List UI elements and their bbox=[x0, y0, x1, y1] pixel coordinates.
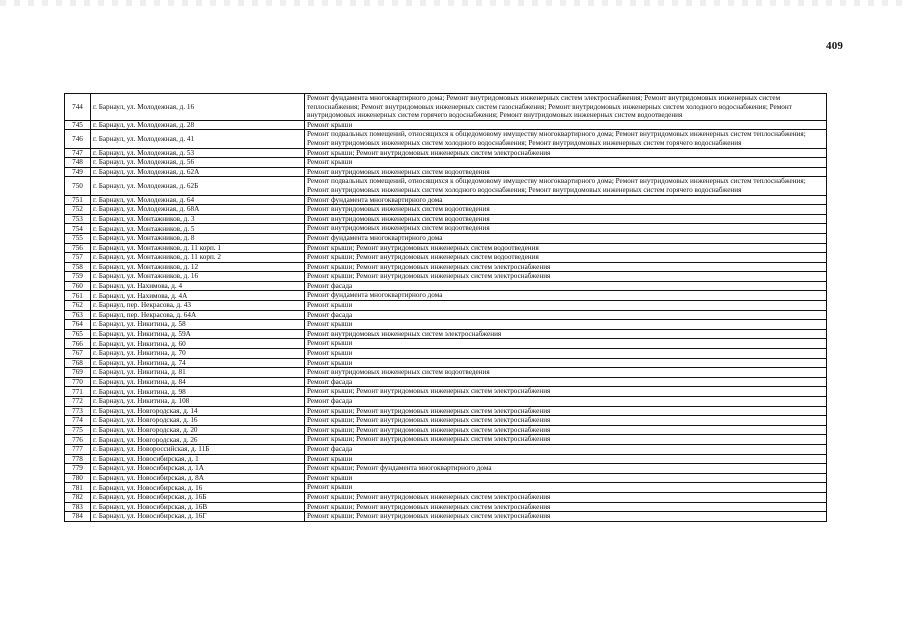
works-cell: Ремонт внутридомовых инженерных систем электроснабжения bbox=[305, 329, 827, 339]
address-cell: г. Барнаул, ул. Никитина, д. 84 bbox=[91, 377, 305, 387]
works-cell: Ремонт крыши; Ремонт внутридомовых инженерных систем электроснабжения bbox=[305, 425, 827, 435]
address-cell: г. Барнаул, ул. Новосибирская, д. 1 bbox=[91, 454, 305, 464]
works-cell: Ремонт фундамента многоквартирного дома bbox=[305, 291, 827, 301]
works-cell: Ремонт внутридомовых инженерных систем водоотведения bbox=[305, 368, 827, 378]
row-number: 781 bbox=[65, 483, 91, 493]
works-cell: Ремонт фасада bbox=[305, 377, 827, 387]
address-cell: г. Барнаул, ул. Молодежная, д. 62Б bbox=[91, 177, 305, 195]
row-number: 760 bbox=[65, 281, 91, 291]
row-number: 770 bbox=[65, 377, 91, 387]
works-cell: Ремонт подвальных помещений, относящихся к общедомовому имуществу многоквартирного дома; Ремонт внутридомовых инженерных систем теплоснабжения; Ремонт внутридомовых инженерных систем холодного водоснабжения; Ремонт внутридомовых инженерных систем горячего водоснабжения bbox=[305, 130, 827, 148]
table-row bbox=[65, 512, 827, 522]
table-row bbox=[65, 195, 827, 205]
row-number: 782 bbox=[65, 492, 91, 502]
works-cell: Ремонт фундамента многоквартирного дома bbox=[305, 195, 827, 205]
works-cell: Ремонт крыши; Ремонт фундамента многоквартирного дома bbox=[305, 464, 827, 474]
row-number: 751 bbox=[65, 195, 91, 205]
table-row bbox=[65, 262, 827, 272]
address-cell: г. Барнаул, ул. Никитина, д. 74 bbox=[91, 358, 305, 368]
row-number: 780 bbox=[65, 473, 91, 483]
row-number: 768 bbox=[65, 358, 91, 368]
table-row bbox=[65, 281, 827, 291]
table-row bbox=[65, 377, 827, 387]
row-number: 745 bbox=[65, 120, 91, 130]
works-cell: Ремонт крыши bbox=[305, 320, 827, 330]
table-row bbox=[65, 406, 827, 416]
table-row bbox=[65, 492, 827, 502]
works-cell: Ремонт крыши bbox=[305, 349, 827, 359]
table-row bbox=[65, 502, 827, 512]
row-number: 766 bbox=[65, 339, 91, 349]
works-cell: Ремонт фундамента многоквартирного дома; Ремонт внутридомовых инженерных систем электроснабжения; Ремонт внутридомовых инженерных систем теплоснабжения; Ремонт внутридомовых инженерных систем газоснабжения; Ремонт внутридомовых инженерных систем холодного водоснабжения; Ремонт внутридомовых инженерных систем горячего водоснабжения; Ремонт внутридомовых инженерных систем водоотведения bbox=[305, 94, 827, 121]
row-number: 752 bbox=[65, 205, 91, 215]
table-row bbox=[65, 425, 827, 435]
table-row bbox=[65, 167, 827, 177]
row-number: 778 bbox=[65, 454, 91, 464]
row-number: 744 bbox=[65, 94, 91, 121]
table-row bbox=[65, 416, 827, 426]
row-number: 758 bbox=[65, 262, 91, 272]
table-row bbox=[65, 177, 827, 195]
row-number: 772 bbox=[65, 397, 91, 407]
works-cell: Ремонт крыши bbox=[305, 473, 827, 483]
address-cell: г. Барнаул, ул. Новгородская, д. 20 bbox=[91, 425, 305, 435]
table-row bbox=[65, 368, 827, 378]
row-number: 774 bbox=[65, 416, 91, 426]
address-cell: г. Барнаул, ул. Молодежная, д. 28 bbox=[91, 120, 305, 130]
row-number: 764 bbox=[65, 320, 91, 330]
works-cell: Ремонт крыши; Ремонт внутридомовых инженерных систем электроснабжения bbox=[305, 272, 827, 282]
works-cell: Ремонт крыши; Ремонт внутридомовых инженерных систем электроснабжения bbox=[305, 492, 827, 502]
table-row bbox=[65, 291, 827, 301]
works-cell: Ремонт фундамента многоквартирного дома bbox=[305, 233, 827, 243]
table-row bbox=[65, 253, 827, 263]
works-cell: Ремонт крыши bbox=[305, 358, 827, 368]
works-cell: Ремонт крыши; Ремонт внутридомовых инженерных систем электроснабжения bbox=[305, 512, 827, 522]
row-number: 755 bbox=[65, 233, 91, 243]
address-cell: г. Барнаул, ул. Молодежная, д. 56 bbox=[91, 158, 305, 168]
address-cell: г. Барнаул, ул. Монтажников, д. 12 bbox=[91, 262, 305, 272]
works-cell: Ремонт крыши; Ремонт внутридомовых инженерных систем электроснабжения bbox=[305, 416, 827, 426]
table-row bbox=[65, 349, 827, 359]
works-cell: Ремонт крыши bbox=[305, 454, 827, 464]
address-cell: г. Барнаул, ул. Монтажников, д. 16 bbox=[91, 272, 305, 282]
address-cell: г. Барнаул, ул. Молодежная, д. 64 bbox=[91, 195, 305, 205]
address-cell: г. Барнаул, ул. Новосибирская, д. 8А bbox=[91, 473, 305, 483]
row-number: 746 bbox=[65, 130, 91, 148]
table-body bbox=[65, 94, 827, 522]
works-cell: Ремонт крыши; Ремонт внутридомовых инженерных систем электроснабжения bbox=[305, 262, 827, 272]
address-cell: г. Барнаул, ул. Никитина, д. 59А bbox=[91, 329, 305, 339]
row-number: 762 bbox=[65, 301, 91, 311]
address-cell: г. Барнаул, ул. Новгородская, д. 16 bbox=[91, 416, 305, 426]
address-cell: г. Барнаул, ул. Молодежная, д. 16 bbox=[91, 94, 305, 121]
table-row bbox=[65, 94, 827, 121]
address-cell: г. Барнаул, ул. Монтажников, д. 11 корп. 1 bbox=[91, 243, 305, 253]
address-cell: г. Барнаул, ул. Никитина, д. 60 bbox=[91, 339, 305, 349]
works-cell: Ремонт фасада bbox=[305, 397, 827, 407]
works-cell: Ремонт крыши; Ремонт внутридомовых инженерных систем электроснабжения bbox=[305, 435, 827, 445]
address-cell: г. Барнаул, ул. Новосибирская, д. 16В bbox=[91, 502, 305, 512]
works-cell: Ремонт внутридомовых инженерных систем водоотведения bbox=[305, 214, 827, 224]
table-row bbox=[65, 301, 827, 311]
row-number: 769 bbox=[65, 368, 91, 378]
address-cell: г. Барнаул, ул. Новосибирская, д. 16 bbox=[91, 483, 305, 493]
works-cell: Ремонт крыши bbox=[305, 483, 827, 493]
table-row bbox=[65, 329, 827, 339]
address-cell: г. Барнаул, ул. Молодежная, д. 68А bbox=[91, 205, 305, 215]
table-row bbox=[65, 120, 827, 130]
row-number: 756 bbox=[65, 243, 91, 253]
table-row bbox=[65, 339, 827, 349]
works-cell: Ремонт крыши bbox=[305, 339, 827, 349]
address-cell: г. Барнаул, ул. Никитина, д. 58 bbox=[91, 320, 305, 330]
row-number: 776 bbox=[65, 435, 91, 445]
address-cell: г. Барнаул, ул. Монтажников, д. 11 корп. 2 bbox=[91, 253, 305, 263]
address-cell: г. Барнаул, ул. Новороссийская, д. 11Б bbox=[91, 444, 305, 454]
address-cell: г. Барнаул, ул. Молодежная, д. 62А bbox=[91, 167, 305, 177]
table-row bbox=[65, 233, 827, 243]
row-number: 761 bbox=[65, 291, 91, 301]
works-cell: Ремонт крыши; Ремонт внутридомовых инженерных систем электроснабжения bbox=[305, 406, 827, 416]
row-number: 757 bbox=[65, 253, 91, 263]
table-row bbox=[65, 148, 827, 158]
row-number: 754 bbox=[65, 224, 91, 234]
works-cell: Ремонт крыши; Ремонт внутридомовых инженерных систем электроснабжения bbox=[305, 387, 827, 397]
address-cell: г. Барнаул, ул. Монтажников, д. 8 bbox=[91, 233, 305, 243]
table-row bbox=[65, 464, 827, 474]
table-row bbox=[65, 205, 827, 215]
works-cell: Ремонт внутридомовых инженерных систем водоотведения bbox=[305, 205, 827, 215]
row-number: 749 bbox=[65, 167, 91, 177]
row-number: 759 bbox=[65, 272, 91, 282]
table-row bbox=[65, 130, 827, 148]
scan-edge-artifact bbox=[0, 0, 905, 6]
address-cell: г. Барнаул, ул. Новосибирская, д. 1А bbox=[91, 464, 305, 474]
address-cell: г. Барнаул, ул. Нахимова, д. 4А bbox=[91, 291, 305, 301]
row-number: 773 bbox=[65, 406, 91, 416]
table-row bbox=[65, 243, 827, 253]
address-cell: г. Барнаул, ул. Новгородская, д. 26 bbox=[91, 435, 305, 445]
row-number: 783 bbox=[65, 502, 91, 512]
repair-register-table bbox=[64, 93, 827, 522]
works-cell: Ремонт крыши; Ремонт внутридомовых инженерных систем электроснабжения bbox=[305, 502, 827, 512]
address-cell: г. Барнаул, ул. Молодежная, д. 53 bbox=[91, 148, 305, 158]
works-cell: Ремонт фасада bbox=[305, 281, 827, 291]
works-cell: Ремонт фасада bbox=[305, 310, 827, 320]
table-row bbox=[65, 473, 827, 483]
works-cell: Ремонт внутридомовых инженерных систем водоотведения bbox=[305, 224, 827, 234]
address-cell: г. Барнаул, пер. Некрасова, д. 64А bbox=[91, 310, 305, 320]
address-cell: г. Барнаул, ул. Новгородская, д. 14 bbox=[91, 406, 305, 416]
works-cell: Ремонт крыши; Ремонт внутридомовых инженерных систем электроснабжения bbox=[305, 148, 827, 158]
address-cell: г. Барнаул, ул. Новосибирская, д. 16Г bbox=[91, 512, 305, 522]
row-number: 767 bbox=[65, 349, 91, 359]
works-cell: Ремонт крыши; Ремонт внутридомовых инженерных систем водоотведения bbox=[305, 243, 827, 253]
works-cell: Ремонт внутридомовых инженерных систем водоотведения bbox=[305, 167, 827, 177]
table-row bbox=[65, 214, 827, 224]
table-row bbox=[65, 320, 827, 330]
address-cell: г. Барнаул, ул. Никитина, д. 81 bbox=[91, 368, 305, 378]
row-number: 784 bbox=[65, 512, 91, 522]
table-row bbox=[65, 158, 827, 168]
works-cell: Ремонт крыши; Ремонт внутридомовых инженерных систем водоотведения bbox=[305, 253, 827, 263]
row-number: 771 bbox=[65, 387, 91, 397]
works-cell: Ремонт фасада bbox=[305, 444, 827, 454]
works-cell: Ремонт крыши bbox=[305, 301, 827, 311]
table-row bbox=[65, 435, 827, 445]
address-cell: г. Барнаул, ул. Новосибирская, д. 16Б bbox=[91, 492, 305, 502]
table-row bbox=[65, 358, 827, 368]
row-number: 777 bbox=[65, 444, 91, 454]
works-cell: Ремонт подвальных помещений, относящихся к общедомовому имуществу многоквартирного дома; Ремонт внутридомовых инженерных систем теплоснабжения; Ремонт внутридомовых инженерных систем холодного водоснабжения; Ремонт внутридомовых инженерных систем горячего водоснабжения bbox=[305, 177, 827, 195]
address-cell: г. Барнаул, ул. Никитина, д. 108 bbox=[91, 397, 305, 407]
row-number: 775 bbox=[65, 425, 91, 435]
table-row bbox=[65, 397, 827, 407]
table-row bbox=[65, 483, 827, 493]
table-row bbox=[65, 224, 827, 234]
page-number: 409 bbox=[826, 40, 844, 52]
row-number: 763 bbox=[65, 310, 91, 320]
address-cell: г. Барнаул, ул. Молодежная, д. 41 bbox=[91, 130, 305, 148]
address-cell: г. Барнаул, ул. Никитина, д. 70 bbox=[91, 349, 305, 359]
row-number: 748 bbox=[65, 158, 91, 168]
table-row bbox=[65, 444, 827, 454]
address-cell: г. Барнаул, пер. Некрасова, д. 43 bbox=[91, 301, 305, 311]
table-row bbox=[65, 454, 827, 464]
address-cell: г. Барнаул, ул. Нахимова, д. 4 bbox=[91, 281, 305, 291]
row-number: 747 bbox=[65, 148, 91, 158]
table-row bbox=[65, 272, 827, 282]
row-number: 779 bbox=[65, 464, 91, 474]
table-row bbox=[65, 387, 827, 397]
row-number: 765 bbox=[65, 329, 91, 339]
address-cell: г. Барнаул, ул. Монтажников, д. 5 bbox=[91, 224, 305, 234]
works-cell: Ремонт крыши bbox=[305, 158, 827, 168]
table-row bbox=[65, 310, 827, 320]
row-number: 753 bbox=[65, 214, 91, 224]
address-cell: г. Барнаул, ул. Монтажников, д. 3 bbox=[91, 214, 305, 224]
address-cell: г. Барнаул, ул. Никитина, д. 98 bbox=[91, 387, 305, 397]
row-number: 750 bbox=[65, 177, 91, 195]
works-cell: Ремонт крыши bbox=[305, 120, 827, 130]
